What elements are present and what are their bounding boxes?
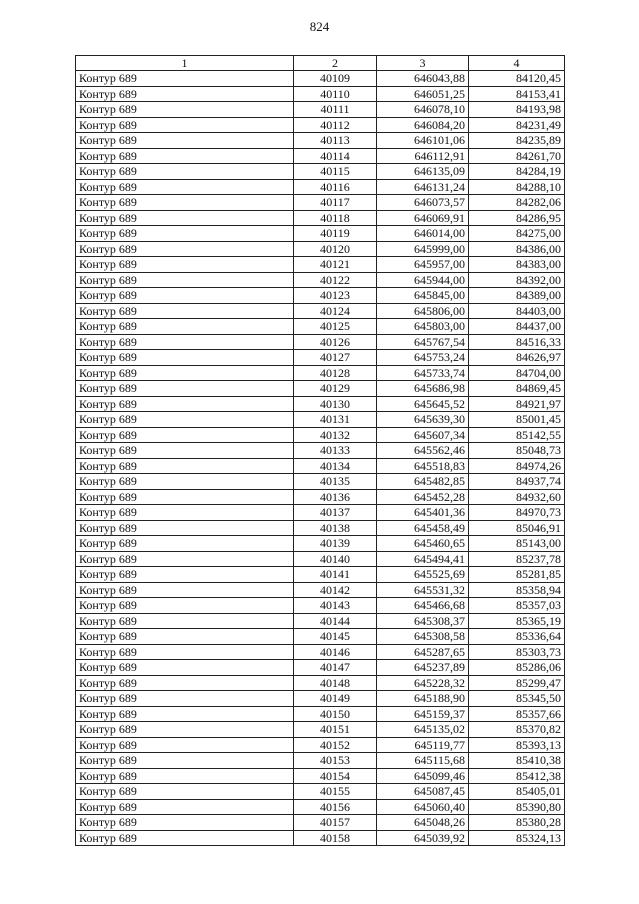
x-coordinate-cell: 646014,00 <box>377 226 469 242</box>
x-coordinate-cell: 645308,37 <box>377 613 469 629</box>
table-row <box>76 334 565 350</box>
y-coordinate-cell: 84974,26 <box>469 458 565 474</box>
y-coordinate-cell: 85286,06 <box>469 660 565 676</box>
x-coordinate-cell: 645845,00 <box>377 288 469 304</box>
x-coordinate-cell: 645466,68 <box>377 598 469 614</box>
contour-name-cell: Контур 689 <box>76 427 294 443</box>
x-coordinate-cell: 645460,65 <box>377 536 469 552</box>
contour-name-cell: Контур 689 <box>76 257 294 273</box>
point-number-cell: 40116 <box>294 179 377 195</box>
x-coordinate-cell: 645401,36 <box>377 505 469 521</box>
point-number-cell: 40151 <box>294 722 377 738</box>
x-coordinate-cell: 646131,24 <box>377 179 469 195</box>
contour-name-cell: Контур 689 <box>76 412 294 428</box>
x-coordinate-cell: 646112,91 <box>377 148 469 164</box>
table-row <box>76 815 565 831</box>
table-row <box>76 102 565 118</box>
contour-name-cell: Контур 689 <box>76 660 294 676</box>
table-row <box>76 629 565 645</box>
point-number-cell: 40135 <box>294 474 377 490</box>
y-coordinate-cell: 84288,10 <box>469 179 565 195</box>
contour-name-cell: Контур 689 <box>76 691 294 707</box>
contour-name-cell: Контур 689 <box>76 458 294 474</box>
contour-name-cell: Контур 689 <box>76 474 294 490</box>
y-coordinate-cell: 85001,45 <box>469 412 565 428</box>
y-coordinate-cell: 85046,91 <box>469 520 565 536</box>
point-number-cell: 40117 <box>294 195 377 211</box>
point-number-cell: 40120 <box>294 241 377 257</box>
point-number-cell: 40111 <box>294 102 377 118</box>
x-coordinate-cell: 645039,92 <box>377 830 469 846</box>
y-coordinate-cell: 85410,38 <box>469 753 565 769</box>
y-coordinate-cell: 84193,98 <box>469 102 565 118</box>
x-coordinate-cell: 645494,41 <box>377 551 469 567</box>
y-coordinate-cell: 85336,64 <box>469 629 565 645</box>
y-coordinate-cell: 84235,89 <box>469 133 565 149</box>
y-coordinate-cell: 85380,28 <box>469 815 565 831</box>
contour-name-cell: Контур 689 <box>76 272 294 288</box>
point-number-cell: 40146 <box>294 644 377 660</box>
contour-name-cell: Контур 689 <box>76 179 294 195</box>
table-row <box>76 303 565 319</box>
point-number-cell: 40155 <box>294 784 377 800</box>
y-coordinate-cell: 85142,55 <box>469 427 565 443</box>
x-coordinate-cell: 645237,89 <box>377 660 469 676</box>
y-coordinate-cell: 84120,45 <box>469 71 565 87</box>
table-row <box>76 319 565 335</box>
x-coordinate-cell: 645518,83 <box>377 458 469 474</box>
table-row <box>76 272 565 288</box>
point-number-cell: 40142 <box>294 582 377 598</box>
table-row <box>76 644 565 660</box>
table-row <box>76 241 565 257</box>
contour-name-cell: Контур 689 <box>76 133 294 149</box>
x-coordinate-cell: 645562,46 <box>377 443 469 459</box>
y-coordinate-cell: 84937,74 <box>469 474 565 490</box>
point-number-cell: 40130 <box>294 396 377 412</box>
table-row <box>76 86 565 102</box>
point-number-cell: 40157 <box>294 815 377 831</box>
y-coordinate-cell: 85370,82 <box>469 722 565 738</box>
y-coordinate-cell: 85358,94 <box>469 582 565 598</box>
y-coordinate-cell: 84437,00 <box>469 319 565 335</box>
contour-name-cell: Контур 689 <box>76 613 294 629</box>
point-number-cell: 40118 <box>294 210 377 226</box>
y-coordinate-cell: 84932,60 <box>469 489 565 505</box>
x-coordinate-cell: 645099,46 <box>377 768 469 784</box>
x-coordinate-cell: 645228,32 <box>377 675 469 691</box>
x-coordinate-cell: 645087,45 <box>377 784 469 800</box>
contour-name-cell: Контур 689 <box>76 505 294 521</box>
y-coordinate-cell: 84282,06 <box>469 195 565 211</box>
x-coordinate-cell: 646084,20 <box>377 117 469 133</box>
contour-name-cell: Контур 689 <box>76 210 294 226</box>
table-row <box>76 768 565 784</box>
table-row <box>76 722 565 738</box>
y-coordinate-cell: 84516,33 <box>469 334 565 350</box>
x-coordinate-cell: 645115,68 <box>377 753 469 769</box>
y-coordinate-cell: 85357,66 <box>469 706 565 722</box>
x-coordinate-cell: 645308,58 <box>377 629 469 645</box>
point-number-cell: 40140 <box>294 551 377 567</box>
x-coordinate-cell: 645645,52 <box>377 396 469 412</box>
contour-name-cell: Контур 689 <box>76 443 294 459</box>
point-number-cell: 40115 <box>294 164 377 180</box>
point-number-cell: 40138 <box>294 520 377 536</box>
contour-name-cell: Контур 689 <box>76 706 294 722</box>
point-number-cell: 40147 <box>294 660 377 676</box>
table-row <box>76 691 565 707</box>
table-row <box>76 443 565 459</box>
contour-name-cell: Контур 689 <box>76 303 294 319</box>
point-number-cell: 40149 <box>294 691 377 707</box>
table-row <box>76 427 565 443</box>
coordinates-table <box>75 55 565 846</box>
contour-name-cell: Контур 689 <box>76 722 294 738</box>
contour-name-cell: Контур 689 <box>76 102 294 118</box>
table-row <box>76 613 565 629</box>
table-row <box>76 474 565 490</box>
x-coordinate-cell: 646043,88 <box>377 71 469 87</box>
contour-name-cell: Контур 689 <box>76 830 294 846</box>
y-coordinate-cell: 84275,00 <box>469 226 565 242</box>
table-row <box>76 365 565 381</box>
y-coordinate-cell: 84704,00 <box>469 365 565 381</box>
point-number-cell: 40114 <box>294 148 377 164</box>
x-coordinate-cell: 645119,77 <box>377 737 469 753</box>
table-row <box>76 567 565 583</box>
y-coordinate-cell: 85390,80 <box>469 799 565 815</box>
y-coordinate-cell: 84970,73 <box>469 505 565 521</box>
contour-name-cell: Контур 689 <box>76 164 294 180</box>
y-coordinate-cell: 85281,85 <box>469 567 565 583</box>
table-row <box>76 133 565 149</box>
contour-name-cell: Контур 689 <box>76 582 294 598</box>
table-row <box>76 458 565 474</box>
y-coordinate-cell: 84869,45 <box>469 381 565 397</box>
table-body <box>76 71 565 846</box>
y-coordinate-cell: 85412,38 <box>469 768 565 784</box>
table-row <box>76 381 565 397</box>
x-coordinate-cell: 645607,34 <box>377 427 469 443</box>
point-number-cell: 40143 <box>294 598 377 614</box>
point-number-cell: 40121 <box>294 257 377 273</box>
table-row <box>76 799 565 815</box>
point-number-cell: 40133 <box>294 443 377 459</box>
x-coordinate-cell: 645686,98 <box>377 381 469 397</box>
table-row <box>76 660 565 676</box>
x-coordinate-cell: 645159,37 <box>377 706 469 722</box>
contour-name-cell: Контур 689 <box>76 784 294 800</box>
point-number-cell: 40145 <box>294 629 377 645</box>
y-coordinate-cell: 84403,00 <box>469 303 565 319</box>
table-row <box>76 598 565 614</box>
page-number: 824 <box>309 19 330 34</box>
point-number-cell: 40154 <box>294 768 377 784</box>
table-row <box>76 288 565 304</box>
point-number-cell: 40152 <box>294 737 377 753</box>
point-number-cell: 40148 <box>294 675 377 691</box>
table-row <box>76 195 565 211</box>
table-row <box>76 489 565 505</box>
table-row <box>76 412 565 428</box>
table-row <box>76 396 565 412</box>
x-coordinate-cell: 645287,65 <box>377 644 469 660</box>
point-number-cell: 40158 <box>294 830 377 846</box>
point-number-cell: 40153 <box>294 753 377 769</box>
x-coordinate-cell: 646069,91 <box>377 210 469 226</box>
table-row <box>76 148 565 164</box>
x-coordinate-cell: 645048,26 <box>377 815 469 831</box>
y-coordinate-cell: 85048,73 <box>469 443 565 459</box>
contour-name-cell: Контур 689 <box>76 598 294 614</box>
point-number-cell: 40141 <box>294 567 377 583</box>
contour-name-cell: Контур 689 <box>76 489 294 505</box>
point-number-cell: 40132 <box>294 427 377 443</box>
contour-name-cell: Контур 689 <box>76 520 294 536</box>
x-coordinate-cell: 645452,28 <box>377 489 469 505</box>
header-col-2: 2 <box>294 56 377 71</box>
y-coordinate-cell: 85303,73 <box>469 644 565 660</box>
x-coordinate-cell: 645733,74 <box>377 365 469 381</box>
table-row <box>76 582 565 598</box>
y-coordinate-cell: 85143,00 <box>469 536 565 552</box>
point-number-cell: 40125 <box>294 319 377 335</box>
y-coordinate-cell: 84261,70 <box>469 148 565 164</box>
point-number-cell: 40144 <box>294 613 377 629</box>
x-coordinate-cell: 645458,49 <box>377 520 469 536</box>
contour-name-cell: Контур 689 <box>76 644 294 660</box>
x-coordinate-cell: 645525,69 <box>377 567 469 583</box>
table-row <box>76 675 565 691</box>
point-number-cell: 40134 <box>294 458 377 474</box>
y-coordinate-cell: 85299,47 <box>469 675 565 691</box>
table-row <box>76 226 565 242</box>
y-coordinate-cell: 84626,97 <box>469 350 565 366</box>
point-number-cell: 40126 <box>294 334 377 350</box>
y-coordinate-cell: 84921,97 <box>469 396 565 412</box>
table-row <box>76 830 565 846</box>
contour-name-cell: Контур 689 <box>76 195 294 211</box>
contour-name-cell: Контур 689 <box>76 148 294 164</box>
contour-name-cell: Контур 689 <box>76 396 294 412</box>
y-coordinate-cell: 85393,13 <box>469 737 565 753</box>
table-row <box>76 164 565 180</box>
x-coordinate-cell: 645639,30 <box>377 412 469 428</box>
contour-name-cell: Контур 689 <box>76 536 294 552</box>
point-number-cell: 40124 <box>294 303 377 319</box>
contour-name-cell: Контур 689 <box>76 753 294 769</box>
contour-name-cell: Контур 689 <box>76 71 294 87</box>
header-col-3: 3 <box>377 56 469 71</box>
point-number-cell: 40136 <box>294 489 377 505</box>
contour-name-cell: Контур 689 <box>76 567 294 583</box>
y-coordinate-cell: 84389,00 <box>469 288 565 304</box>
x-coordinate-cell: 645944,00 <box>377 272 469 288</box>
x-coordinate-cell: 645957,00 <box>377 257 469 273</box>
point-number-cell: 40122 <box>294 272 377 288</box>
x-coordinate-cell: 646135,09 <box>377 164 469 180</box>
contour-name-cell: Контур 689 <box>76 815 294 831</box>
table-row <box>76 784 565 800</box>
contour-name-cell: Контур 689 <box>76 334 294 350</box>
table-row <box>76 706 565 722</box>
x-coordinate-cell: 646101,06 <box>377 133 469 149</box>
y-coordinate-cell: 84286,95 <box>469 210 565 226</box>
point-number-cell: 40109 <box>294 71 377 87</box>
table-row <box>76 737 565 753</box>
contour-name-cell: Контур 689 <box>76 350 294 366</box>
table-header <box>76 56 565 71</box>
point-number-cell: 40123 <box>294 288 377 304</box>
contour-name-cell: Контур 689 <box>76 551 294 567</box>
contour-name-cell: Контур 689 <box>76 226 294 242</box>
point-number-cell: 40112 <box>294 117 377 133</box>
x-coordinate-cell: 645531,32 <box>377 582 469 598</box>
header-col-1: 1 <box>76 56 294 71</box>
point-number-cell: 40156 <box>294 799 377 815</box>
contour-name-cell: Контур 689 <box>76 799 294 815</box>
contour-name-cell: Контур 689 <box>76 365 294 381</box>
x-coordinate-cell: 646051,25 <box>377 86 469 102</box>
table-row <box>76 753 565 769</box>
table-row <box>76 257 565 273</box>
header-col-4: 4 <box>469 56 565 71</box>
x-coordinate-cell: 645806,00 <box>377 303 469 319</box>
point-number-cell: 40137 <box>294 505 377 521</box>
y-coordinate-cell: 85405,01 <box>469 784 565 800</box>
y-coordinate-cell: 84386,00 <box>469 241 565 257</box>
x-coordinate-cell: 646078,10 <box>377 102 469 118</box>
x-coordinate-cell: 645803,00 <box>377 319 469 335</box>
contour-name-cell: Контур 689 <box>76 768 294 784</box>
table-row <box>76 505 565 521</box>
y-coordinate-cell: 85324,13 <box>469 830 565 846</box>
point-number-cell: 40119 <box>294 226 377 242</box>
point-number-cell: 40131 <box>294 412 377 428</box>
point-number-cell: 40150 <box>294 706 377 722</box>
point-number-cell: 40128 <box>294 365 377 381</box>
point-number-cell: 40129 <box>294 381 377 397</box>
header-row <box>76 56 565 71</box>
table-row <box>76 520 565 536</box>
contour-name-cell: Контур 689 <box>76 629 294 645</box>
table-row <box>76 71 565 87</box>
contour-name-cell: Контур 689 <box>76 319 294 335</box>
contour-name-cell: Контур 689 <box>76 737 294 753</box>
y-coordinate-cell: 84383,00 <box>469 257 565 273</box>
x-coordinate-cell: 645060,40 <box>377 799 469 815</box>
y-coordinate-cell: 84153,41 <box>469 86 565 102</box>
y-coordinate-cell: 85365,19 <box>469 613 565 629</box>
contour-name-cell: Контур 689 <box>76 381 294 397</box>
y-coordinate-cell: 84231,49 <box>469 117 565 133</box>
x-coordinate-cell: 645753,24 <box>377 350 469 366</box>
y-coordinate-cell: 85345,50 <box>469 691 565 707</box>
table-row <box>76 551 565 567</box>
contour-name-cell: Контур 689 <box>76 675 294 691</box>
table-row <box>76 536 565 552</box>
table-row <box>76 179 565 195</box>
y-coordinate-cell: 84284,19 <box>469 164 565 180</box>
point-number-cell: 40127 <box>294 350 377 366</box>
y-coordinate-cell: 85237,78 <box>469 551 565 567</box>
point-number-cell: 40113 <box>294 133 377 149</box>
contour-name-cell: Контур 689 <box>76 86 294 102</box>
x-coordinate-cell: 646073,57 <box>377 195 469 211</box>
contour-name-cell: Контур 689 <box>76 288 294 304</box>
table-row <box>76 350 565 366</box>
point-number-cell: 40139 <box>294 536 377 552</box>
x-coordinate-cell: 645135,02 <box>377 722 469 738</box>
contour-name-cell: Контур 689 <box>76 117 294 133</box>
table-row <box>76 117 565 133</box>
table-row <box>76 210 565 226</box>
x-coordinate-cell: 645999,00 <box>377 241 469 257</box>
point-number-cell: 40110 <box>294 86 377 102</box>
y-coordinate-cell: 84392,00 <box>469 272 565 288</box>
x-coordinate-cell: 645188,90 <box>377 691 469 707</box>
contour-name-cell: Контур 689 <box>76 241 294 257</box>
y-coordinate-cell: 85357,03 <box>469 598 565 614</box>
x-coordinate-cell: 645767,54 <box>377 334 469 350</box>
x-coordinate-cell: 645482,85 <box>377 474 469 490</box>
